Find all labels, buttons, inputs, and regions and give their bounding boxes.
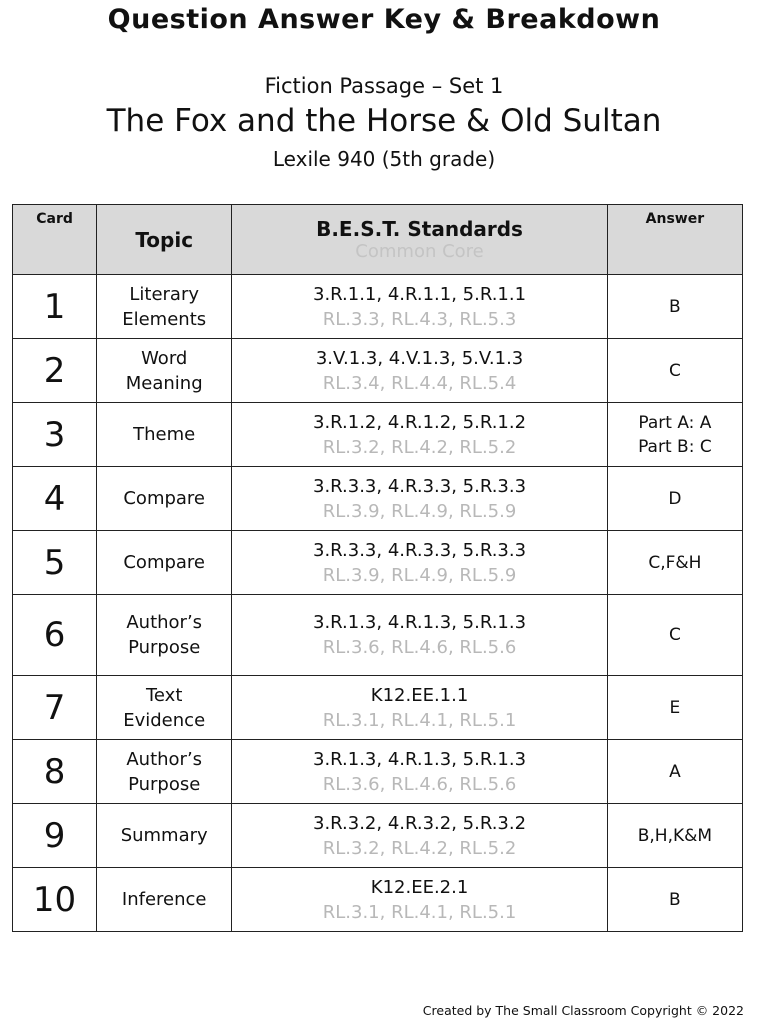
standards-cell [232,275,608,339]
header-common-core: Common Core [355,241,484,262]
answer-cell [607,868,742,932]
topic-cell [97,595,232,676]
topic-cell [97,676,232,740]
answer-cell [607,595,742,676]
table-row [13,804,743,868]
topic-cell [97,531,232,595]
answer-line: C [668,625,681,645]
subtitle: Fiction Passage – Set 1 [264,74,504,98]
topic-cell [97,868,232,932]
topic-cell [97,275,232,339]
topic-line: Summary [120,825,208,846]
answer-cell [607,740,742,804]
card-number: 5 [13,531,97,595]
answer-line: D [668,488,682,509]
topic-cell [97,403,232,467]
card-number: 2 [13,339,97,403]
common-core-standard: RL.3.6, RL.4.6, RL.5.6 [322,637,517,658]
topic-line: Theme [133,424,196,445]
topic-line: Compare [123,552,206,573]
topic-line: Meaning [125,372,203,394]
answer-line: A [669,761,681,782]
table-row [13,339,743,403]
best-standard: 3.R.1.3, 4.R.1.3, 5.R.1.3 [313,748,527,770]
common-core-standard: RL.3.1, RL.4.1, RL.5.1 [322,709,517,731]
table-header-row [13,205,743,275]
header-answer: Answer [607,205,742,275]
topic-cell [97,467,232,531]
topic-line: Literary [129,283,200,305]
answer-line: B [669,889,681,910]
card-number: 1 [13,275,97,339]
common-core-standard: RL.3.3, RL.4.3, RL.5.3 [322,308,517,330]
best-standard: 3.R.3.2, 4.R.3.2, 5.R.3.2 [313,812,527,834]
answer-cell [607,275,742,339]
topic-line: Word [141,347,188,369]
answer-line: Part A: A [638,412,712,433]
topic-line: Compare [123,488,206,509]
topic-cell [97,804,232,868]
standards-cell [232,804,608,868]
answer-line: C [668,360,681,381]
standards-cell [232,339,608,403]
best-standard: K12.EE.1.1 [370,684,469,706]
best-standard: 3.R.3.3, 4.R.3.3, 5.R.3.3 [313,539,527,561]
best-standard: K12.EE.2.1 [370,876,469,898]
answer-cell [607,804,742,868]
table-row [13,595,743,676]
card-number: 3 [13,403,97,467]
table-row [13,531,743,595]
header-standards [232,205,608,275]
page-title: Question Answer Key & Breakdown [107,4,661,35]
topic-cell [97,339,232,403]
standards-cell [232,676,608,740]
topic-line: Inference [121,889,207,910]
common-core-standard: RL.3.4, RL.4.4, RL.5.4 [322,372,517,394]
common-core-standard: RL.3.6, RL.4.6, RL.5.6 [322,773,517,795]
answer-cell [607,403,742,467]
answer-key-table [12,204,743,932]
best-standard: 3.V.1.3, 4.V.1.3, 5.V.1.3 [315,347,524,369]
card-number: 9 [13,804,97,868]
best-standard: 3.R.1.1, 4.R.1.1, 5.R.1.1 [313,283,527,305]
topic-line: Elements [122,308,207,330]
topic-cell [97,740,232,804]
answer-line: E [669,697,681,718]
header-card: Card [13,205,97,275]
topic-line: Text [145,684,183,706]
card-number: 7 [13,676,97,740]
standards-cell [232,531,608,595]
header-topic: Topic [97,205,232,275]
common-core-standard: RL.3.1, RL.4.1, RL.5.1 [322,901,517,923]
common-core-standard: RL.3.2, RL.4.2, RL.5.2 [322,436,517,458]
common-core-standard: RL.3.2, RL.4.2, RL.5.2 [322,837,517,859]
standards-cell [232,595,608,676]
standards-cell [232,467,608,531]
table-row [13,467,743,531]
standards-cell [232,868,608,932]
table-row [13,868,743,932]
best-standard: 3.R.1.3, 4.R.1.3, 5.R.1.3 [313,612,527,633]
passage-title: The Fox and the Horse & Old Sultan [106,103,662,139]
header-best: B.E.S.T. Standards [316,217,523,241]
standards-cell [232,403,608,467]
topic-line: Author’s [126,748,203,770]
standards-cell [232,740,608,804]
copyright-footer: Created by The Small Classroom Copyright © 2022 [422,1003,744,1018]
answer-line: B,H,K&M [637,825,713,846]
answer-line: B [669,296,681,317]
lexile-level: Lexile 940 (5th grade) [272,147,496,171]
answer-line: C,F&H [648,552,702,573]
answer-line: Part B: C [638,436,712,457]
card-number: 8 [13,740,97,804]
card-number: 4 [13,467,97,531]
answer-cell [607,467,742,531]
answer-cell [607,676,742,740]
answer-cell [607,531,742,595]
topic-line: Evidence [123,709,206,731]
table-row [13,676,743,740]
answer-cell [607,339,742,403]
table-row [13,403,743,467]
best-standard: 3.R.1.2, 4.R.1.2, 5.R.1.2 [313,411,527,433]
table-row [13,740,743,804]
best-standard: 3.R.3.3, 4.R.3.3, 5.R.3.3 [313,475,527,497]
card-number: 6 [13,595,97,676]
table-row [13,275,743,339]
common-core-standard: RL.3.9, RL.4.9, RL.5.9 [322,564,517,586]
topic-line: Author’s [126,612,203,633]
topic-line: Purpose [128,773,201,795]
card-number: 10 [13,868,97,932]
common-core-standard: RL.3.9, RL.4.9, RL.5.9 [322,500,517,522]
topic-line: Purpose [128,637,201,658]
